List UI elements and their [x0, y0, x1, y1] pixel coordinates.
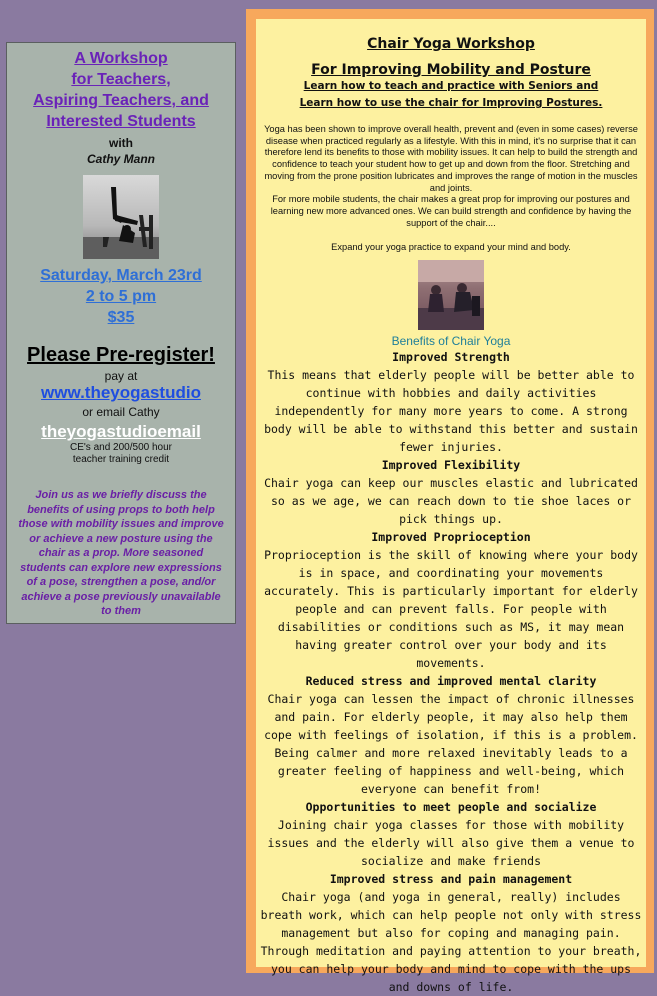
- heading-line[interactable]: A Workshop: [74, 50, 168, 67]
- workshop-heading[interactable]: [7, 48, 235, 132]
- benefit-heading: Improved Strength: [392, 350, 510, 365]
- class-photo: [418, 260, 484, 330]
- heading-line[interactable]: for Teachers,: [71, 71, 171, 88]
- benefit-text: Joining chair yoga classes for those with mobility issues and the elderly will also give them a venue to socialize and make friends: [267, 818, 635, 869]
- heading-line[interactable]: Interested Students: [46, 113, 196, 130]
- benefits-list: [256, 348, 646, 996]
- promo-text: Join us as we briefly discuss the benefits of using props to both help those with mobility issues and improve or achieve a new posture using the chair as a prop. More seasoned students can explore new expressions of a pose, strengthen a pose, and/or achieve a pose previously unavailable to them: [18, 489, 224, 617]
- credit-line: CE's and 200/500 hour: [70, 442, 172, 453]
- with-label: with: [109, 136, 133, 150]
- preregister-heading: Please Pre-register!: [27, 344, 215, 366]
- credit-line: teacher training credit: [72, 454, 170, 465]
- website-link[interactable]: www.theyogastudio: [41, 383, 201, 402]
- benefits-title: Benefits of Chair Yoga: [391, 334, 511, 349]
- intro-paragraph: Yoga has been shown to improve overall health, prevent and (even in some cases) reverse disease when practiced regularly as a lifestyle. With this in mind, it's no surprise that it can therefore lend its benefits to those with mobility issues. It can help to build the strength and confidence to teach your student how to get up and down from the floor. Stretching and moving from the prone position lubricates and improves the range of motion in the muscles and joints.: [264, 124, 638, 193]
- time-link[interactable]: 2 to 5 pm: [85, 288, 157, 305]
- instructor-photo: [83, 175, 159, 259]
- tagline-2: Learn how to use the chair for Improving Postures.: [299, 97, 603, 109]
- price-link[interactable]: $35: [107, 309, 135, 326]
- date-link[interactable]: Saturday, March 23rd: [40, 267, 202, 284]
- benefit-heading: Reduced stress and improved mental clarity: [305, 674, 597, 689]
- benefit-heading: Improved Flexibility: [381, 458, 521, 473]
- email-link[interactable]: theyogastudioemail: [41, 422, 201, 441]
- main-panel: [256, 19, 646, 995]
- or-email-label: or email Cathy: [82, 405, 160, 419]
- page-title: Chair Yoga Workshop: [367, 36, 535, 52]
- benefit-heading: Improved Proprioception: [371, 530, 531, 545]
- heading-line[interactable]: Aspiring Teachers, and: [33, 92, 209, 109]
- tagline-1: Learn how to teach and practice with Seniors and: [303, 80, 599, 92]
- expand-line: Expand your yoga practice to expand your mind and body.: [331, 242, 571, 253]
- benefit-text: This means that elderly people will be better able to continue with hobbies and daily activities independently for many more years to come. A strong body will be able to withstand this better and sustain fewer injuries.: [264, 368, 638, 455]
- sidebar: [6, 42, 236, 624]
- benefit-text: Chair yoga (and yoga in general, really) includes breath work, which can help people not only with stress management but also for coping and managing pain. Through meditation and paying attention to your breath, you can help your body and mind to cope with the ups and downs of life.: [260, 890, 642, 995]
- page-subtitle: For Improving Mobility and Posture: [311, 62, 591, 78]
- main-panel-border: [246, 9, 654, 995]
- intro-paragraph-2: For more mobile students, the chair makes a great prop for improving our postures and learning new more advanced ones. We can build strength and confidence by having the support of the chair....: [270, 194, 632, 228]
- benefit-text: Proprioception is the skill of knowing where your body is in space, and coordinating your movements accurately. This is particularly important for elderly people and can prevent falls. For people with disabilities or conditions such as MS, it may mean having greater control over your body and its movements.: [264, 548, 638, 671]
- presenter-name: Cathy Mann: [86, 152, 155, 166]
- benefit-heading: Improved stress and pain management: [329, 872, 573, 887]
- benefit-text: Chair yoga can lessen the impact of chronic illnesses and pain. For elderly people, it may also help them cope with feelings of isolation, if this is a problem. Being calmer and more relaxed inevitably leads to a greater feeling of happiness and well-being, which everyone can benefit from!: [264, 692, 638, 797]
- benefit-text: Chair yoga can keep our muscles elastic and lubricated so as we age, we can reach down to tie shoe laces or pick things up.: [264, 476, 638, 527]
- pay-at-label: pay at: [104, 369, 138, 383]
- benefit-heading: Opportunities to meet people and socialize: [305, 800, 597, 815]
